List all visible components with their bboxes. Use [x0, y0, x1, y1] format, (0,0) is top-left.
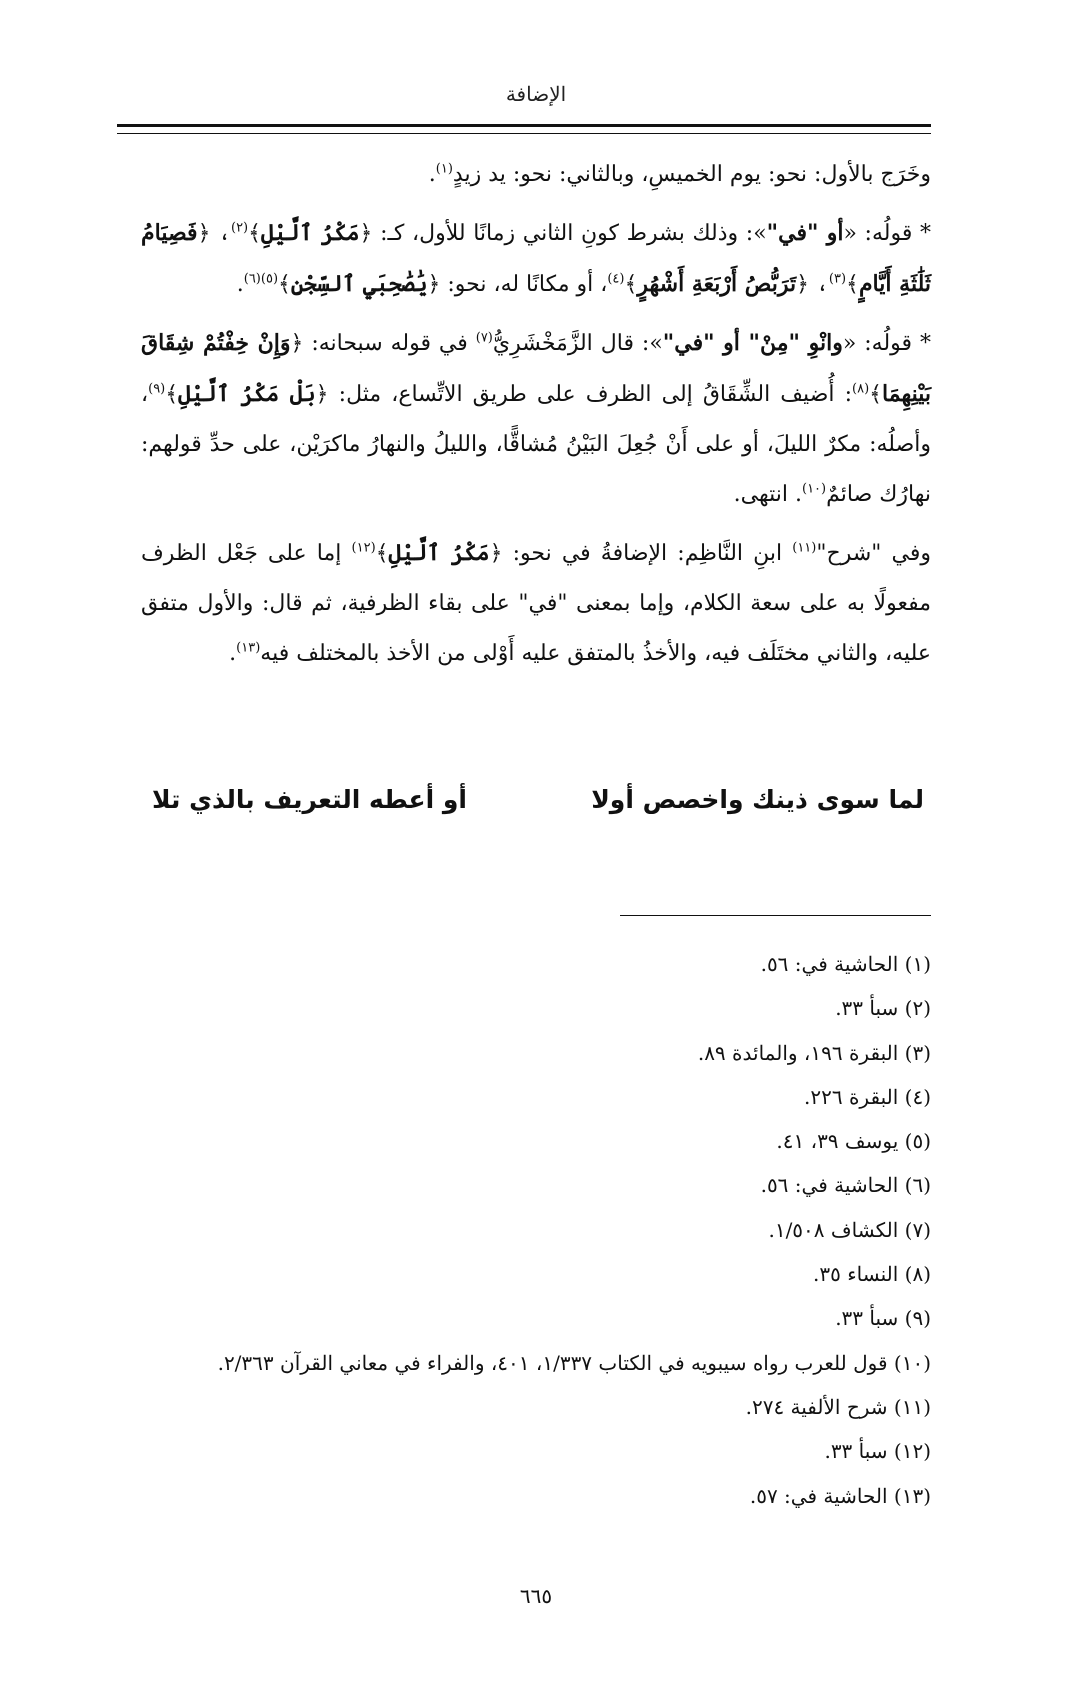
footnote: (٤) البقرة ٢٢٦. [804, 1084, 931, 1109]
footnote: (٦) الحاشية في: ٥٦. [760, 1173, 931, 1198]
footnote: (٨) النساء ٣٥. [813, 1262, 931, 1287]
quran-quote: مَكْرُ ٱلَّيْلِ [388, 540, 490, 566]
quran-quote: فَصِيَامُ ثَلَٰثَةِ أَيَّامٍ [141, 220, 931, 297]
quoted-phrase: أو "في" [766, 220, 844, 246]
footnote-ref: (٧) [475, 330, 493, 346]
footnote: (١١) شرح الألفية ٢٧٤. [745, 1394, 931, 1419]
footnote: (٥) يوسف ٣٩، ٤١. [776, 1129, 931, 1154]
footnote: (١٣) الحاشية في: ٥٧. [749, 1483, 931, 1508]
running-head: الإضافة [505, 82, 567, 106]
footnote: (٩) سبأ ٣٣. [835, 1306, 931, 1331]
poem-verse [0, 785, 1072, 835]
footnote-ref: (٢) [230, 220, 249, 236]
header-rule-thick [117, 124, 931, 127]
footnote: (٣) البقرة ١٩٦، والمائدة ٨٩. [697, 1040, 931, 1065]
paragraph-1: وخَرَج بالأول: نحو: يوم الخميسِ، وبالثاني: نحو: يد زيدٍ$^{(١)}$. [428, 161, 931, 187]
footnote-ref: (١١) [792, 540, 817, 556]
footnote-ref: (١٢) [351, 540, 376, 556]
footnote-ref: (١٠) [802, 481, 827, 497]
quran-quote: يَٰصَٰحِبَيِ ٱلسِّجْنِ [290, 271, 428, 297]
quoted-phrase: وانْوِ "مِنْ" أو "في" [662, 330, 843, 356]
footnote-ref: (١٣) [236, 640, 261, 656]
paragraph-2: * قولُه: «أو "في"»: وذلك بشرط كونِ الثاني زمانًا للأول، كـ: ﴿مَكْرُ ٱلَّيْلِ﴾$^{(٢)}$، ﴿فَصِيَامُ ثَلَٰثَةِ أَيَّامٍ﴾$^{(٣)}$، ﴿تَرَبُّصُ أَرْبَعَةِ أَشْهُرٍ﴾$^{(٤)}$، أو مكانًا له، نحو: ﴿يَٰصَٰحِبَيِ ٱلسِّجْنِ﴾$^{(٥)(٦)}$. [141, 220, 931, 297]
paragraph-3: * قولُه: «وانْوِ "مِنْ" أو "في"»: قال الزَّمَخْشَرِيُّ$^{(٧)}$ في قوله سبحانه: ﴿وَإِنْ خِفْتُمْ شِقَاقَ بَيْنِهِمَا﴾$^{(٨)}$: أُضيف الشِّقَاقُ إلى الظرف على طريق الاتِّساع، مثل: ﴿بَلْ مَكْرُ ٱلَّيْلِ﴾$^{(٩)}$، وأصلُه: مكرٌ الليلَ، أو على أَنْ جُعِلَ البَيْنُ مُشاقًّا، والليلُ والنهارُ ماكرَيْن، على حدِّ قولهم: نهارُك صائمٌ$^{(١٠)}$. انتهى. [141, 330, 932, 507]
footnote: (١٢) سبأ ٣٣. [824, 1439, 931, 1464]
footnote: (٢) سبأ ٣٣. [835, 996, 931, 1021]
footnote: (٧) الكشاف ١/٥٠٨. [768, 1217, 931, 1242]
quran-quote: بَلْ مَكْرُ ٱلَّيْلِ [178, 381, 316, 407]
page-number: ٦٦٥ [519, 1584, 553, 1608]
footnote-separator [620, 915, 931, 916]
verse-first-hemistich: لما سوى ذينك واخصص أولا [591, 785, 924, 814]
footnote-ref: (٤) [607, 271, 625, 287]
footnote: (١٠) قول للعرب رواه سيبويه في الكتاب ١/٣٣٧، ٤٠١، والفراء في معاني القرآن ٢/٣٦٣. [217, 1350, 931, 1375]
footnote-ref: (١) [435, 161, 453, 177]
footnote-ref: (٨) [852, 381, 870, 397]
main-text [141, 150, 931, 687]
paragraph-4: وفي "شرح"$^{(١١)}$ ابنِ النَّاظِم: الإضافةُ في نحو: ﴿مَكْرُ ٱلَّيْلِ﴾$^{(١٢)}$ إما على جَعْل الظرف مفعولًا به على سعة الكلام، وإما بمعنى "في" على بقاء الظرفية، ثم قال: والأول متفق عليه، والثاني مختَلَف فيه، والأخذُ بالمتفق عليه أَوْلى من الأخذ بالمختلف فيه$^{(١٣)}$. [141, 540, 931, 666]
footnote-ref: (٣) [828, 271, 847, 287]
footnote-ref: (٥)(٦) [243, 271, 279, 287]
quran-quote: مَكْرُ ٱلَّيْلِ [261, 220, 360, 246]
footnote: (١) الحاشية في: ٥٦. [760, 952, 931, 976]
verse-second-hemistich: أو أعطه التعريف بالذي تلا [152, 785, 467, 814]
header-rule-thin [117, 133, 931, 134]
footnotes-list [131, 942, 931, 1518]
quran-quote: وَإِنْ خِفْتُمْ شِقَاقَ بَيْنِهِمَا [141, 330, 931, 407]
quran-quote: تَرَبُّصُ أَرْبَعَةِ أَشْهُرٍ [637, 271, 797, 297]
footnote-ref: (٩) [148, 381, 166, 397]
